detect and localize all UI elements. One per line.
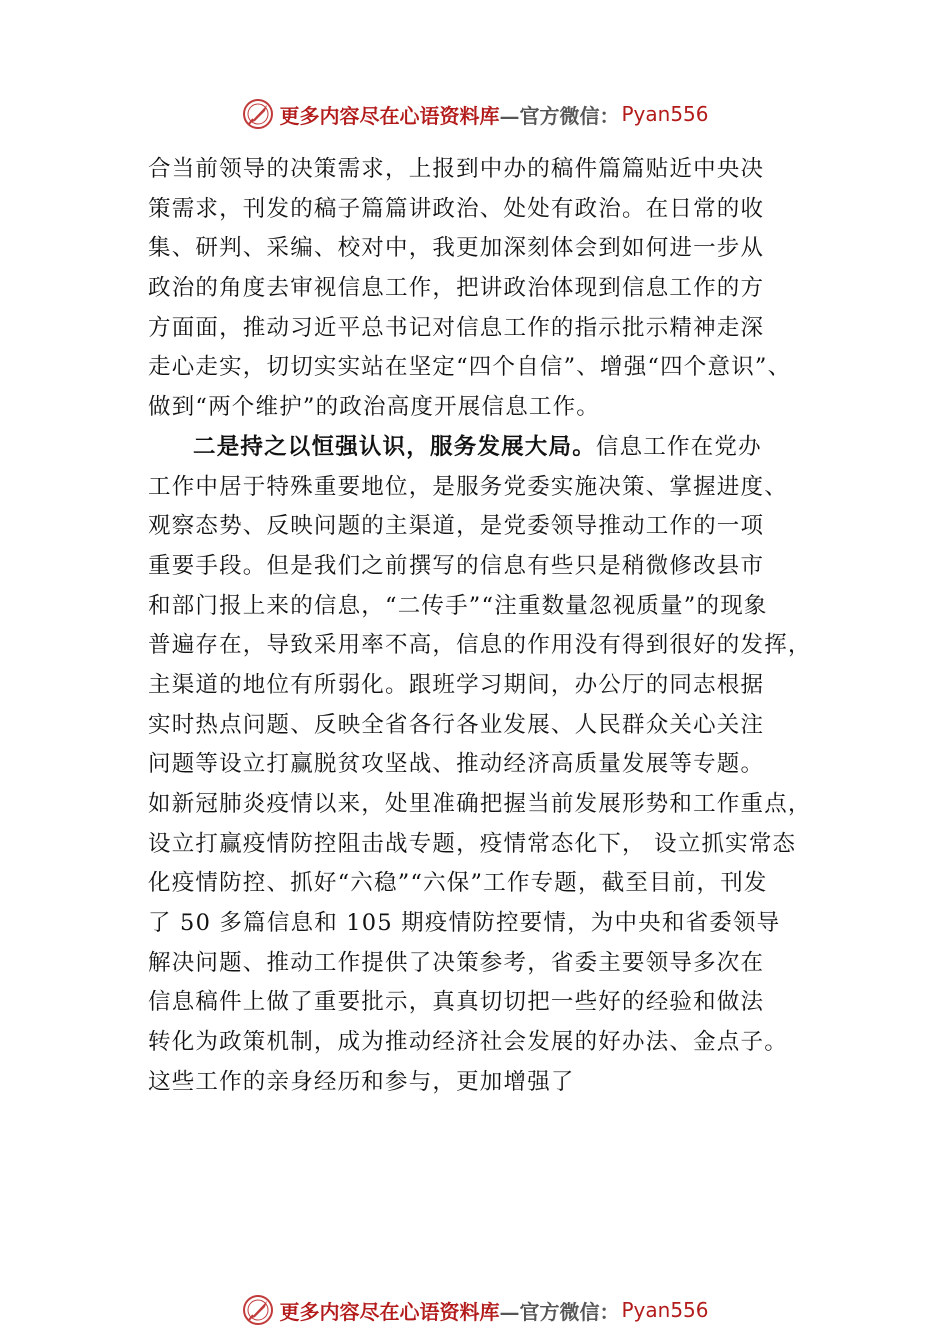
text-line: 问题等设立打赢脱贫攻坚战、推动经济高质量发展等专题。 (148, 751, 765, 778)
text-line: 方面面，推动习近平总书记对信息工作的指示批示精神走深 (148, 314, 765, 341)
banner-wechat-label: —官方微信： (499, 1299, 620, 1324)
text-line: 普遍存在，导致采用率不高，信息的作用没有得到很好的发挥， (148, 632, 812, 659)
footer-watermark-banner (0, 1290, 950, 1330)
text-line: 这些工作的亲身经历和参与，更加增强了 (148, 1068, 575, 1095)
text-line: 走心走实，切切实实站在坚定“四个自信”、增强“四个意识”、 (148, 354, 792, 381)
text-line: 转化为政策机制，成为推动经济社会发展的好办法、金点子。 (148, 1029, 788, 1056)
text-line: 重要手段。但是我们之前撰写的信息有些只是稍微修改县市 (148, 552, 765, 579)
text-line: 设立打赢疫情防控阻击战专题，疫情常态化下， 设立抓实常态 (148, 830, 797, 857)
banner-wechat-label: —官方微信： (499, 103, 620, 128)
document-body (148, 150, 848, 1103)
text-line: 化疫情防控、抓好“六稳”“六保”工作专题，截至目前，刊发 (148, 870, 768, 897)
text-line: 策需求，刊发的稿子篇篇讲政治、处处有政治。在日常的收 (148, 195, 765, 222)
text-line: 做到“两个维护”的政治高度开展信息工作。 (148, 394, 601, 421)
quill-logo-icon (241, 1293, 275, 1327)
text-line: 政治的角度去审视信息工作，把讲政治体现到信息工作的方 (148, 275, 765, 302)
text-line: 和部门报上来的信息，“二传手”“注重数量忽视质量”的现象 (148, 592, 768, 619)
banner-title: 更多内容尽在心语资料库 (279, 103, 500, 128)
text-line: 实时热点问题、反映全省各行各业发展、人民群众关心关注 (148, 711, 765, 738)
text-line: 工作中居于特殊重要地位，是服务党委实施决策、掌握进度、 (148, 473, 788, 500)
text-line: 信息稿件上做了重要批示，真真切切把一些好的经验和做法 (148, 989, 765, 1016)
text-line: 合当前领导的决策需求，上报到中办的稿件篇篇贴近中央决 (148, 156, 765, 182)
paragraph-heading-line (148, 428, 848, 468)
text-line: 解决问题、推动工作提供了决策参考，省委主要领导多次在 (148, 949, 765, 976)
banner-wechat-id: Pyan556 (621, 102, 709, 126)
text-line: 信息工作在党办 (595, 433, 762, 460)
text-line: 了 50 多篇信息和 105 期疫情防控要情，为中央和省委领导 (148, 910, 781, 937)
text-line: 如新冠肺炎疫情以来，处里准确把握当前发展形势和工作重点， (148, 791, 812, 817)
header-watermark-banner (0, 94, 950, 134)
banner-title: 更多内容尽在心语资料库 (279, 1299, 500, 1324)
paragraph-heading: 二是持之以恒强认识，服务发展大局。 (193, 433, 596, 460)
text-line: 观察态势、反映问题的主渠道，是党委领导推动工作的一项 (148, 513, 765, 540)
text-line: 主渠道的地位有所弱化。跟班学习期间，办公厅的同志根据 (148, 671, 765, 698)
quill-logo-icon (241, 97, 275, 131)
banner-wechat-id: Pyan556 (621, 1298, 709, 1322)
text-line: 集、研判、采编、校对中，我更加深刻体会到如何进一步从 (148, 235, 765, 262)
